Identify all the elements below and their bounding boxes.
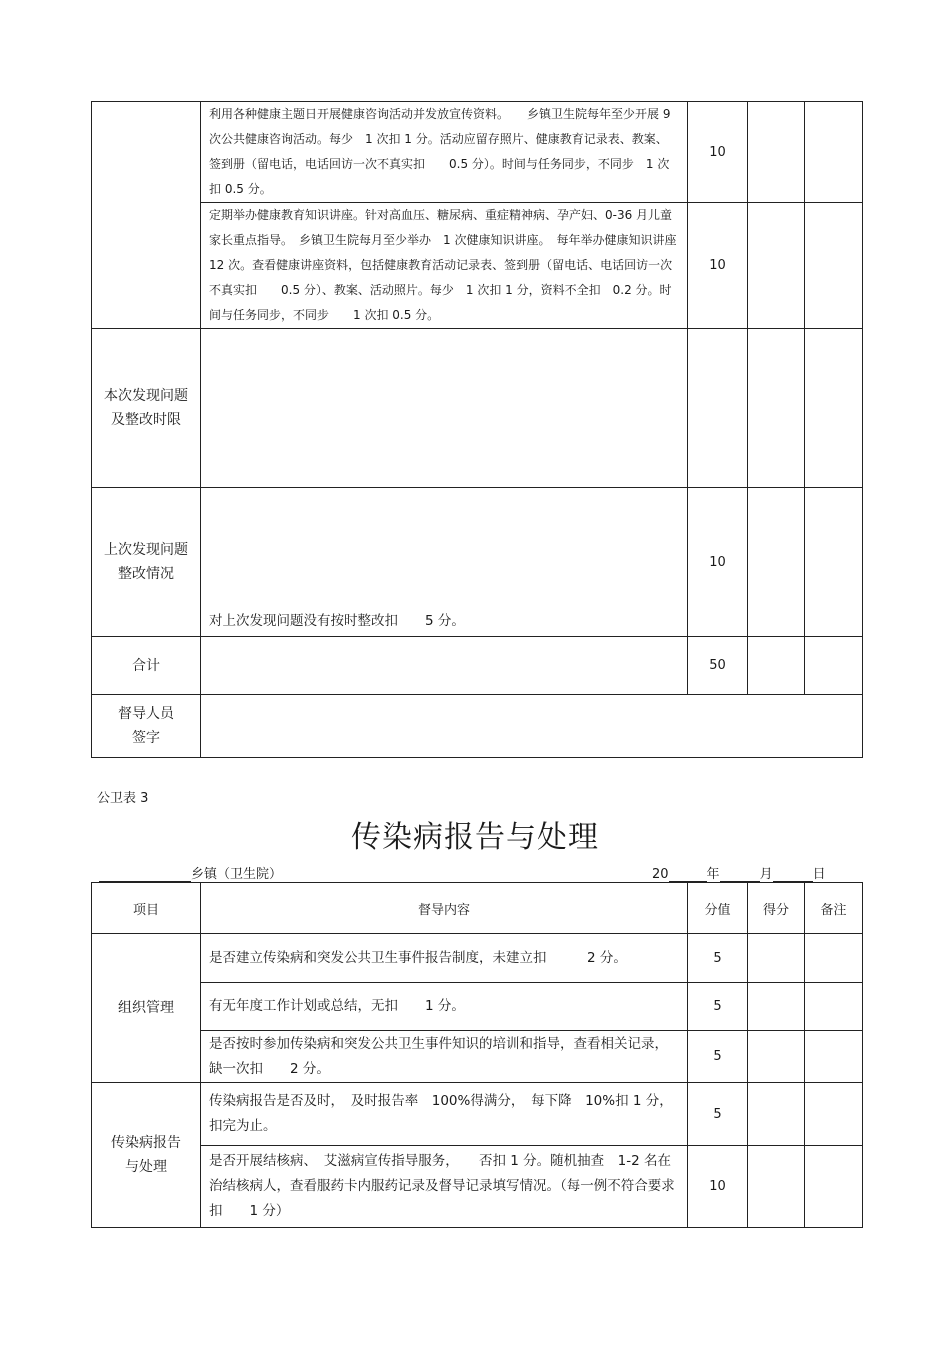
points-cell[interactable] — [748, 203, 805, 329]
project-cell-continued — [92, 102, 201, 329]
score-cell: 10 — [688, 102, 748, 203]
signature-field[interactable] — [201, 695, 863, 758]
signature-label: 督导人员签字 — [92, 695, 201, 758]
infectious-disease-table — [91, 882, 863, 1228]
content-cell: 是否按时参加传染病和突发公共卫生事件知识的培训和指导，查看相关记录，缺一次扣 2 分。 — [201, 1031, 688, 1083]
town-suffix: 乡镇（卫生院） — [191, 867, 283, 882]
remark-cell[interactable] — [805, 1083, 863, 1146]
points-cell[interactable] — [748, 1146, 805, 1228]
remark-cell[interactable] — [805, 983, 863, 1031]
col-header-score: 分值 — [688, 883, 748, 934]
score-cell: 5 — [688, 1083, 748, 1146]
content-cell: 利用各种健康主题日开展健康咨询活动并发放宣传资料。 乡镇卫生院每年至少开展 9 次公共健康咨询活动。每少 1 次扣 1 分。活动应留存照片、健康教育记录表、教案、签到册（留电话，电话回访一次不真实扣 0.5 分）。时间与任务同步，不同步 1 次扣 0.5 分。 — [201, 102, 688, 203]
score-cell: 10 — [688, 1146, 748, 1228]
date-field — [652, 863, 826, 882]
remark-cell[interactable] — [805, 203, 863, 329]
remark-cell[interactable] — [805, 1146, 863, 1228]
supervision-table-continued — [91, 101, 863, 758]
remark-cell[interactable] — [805, 329, 863, 488]
points-cell[interactable] — [748, 102, 805, 203]
remark-cell[interactable] — [805, 102, 863, 203]
month-label: 月 — [759, 867, 773, 882]
points-cell[interactable] — [748, 983, 805, 1031]
town-field — [99, 863, 282, 882]
prev-issues-label: 上次发现问题整改情况 — [92, 488, 201, 637]
remark-cell[interactable] — [805, 488, 863, 637]
year-prefix: 20 — [652, 867, 669, 882]
total-score: 50 — [688, 637, 748, 695]
score-cell: 5 — [688, 1031, 748, 1083]
total-label: 合计 — [92, 637, 201, 695]
points-cell[interactable] — [748, 1031, 805, 1083]
score-cell: 5 — [688, 983, 748, 1031]
month-blank[interactable] — [720, 867, 760, 882]
content-cell: 有无年度工作计划或总结，无扣 1 分。 — [201, 983, 688, 1031]
section-label-org: 组织管理 — [92, 934, 201, 1083]
score-cell — [688, 329, 748, 488]
points-cell[interactable] — [748, 329, 805, 488]
content-cell: 是否建立传染病和突发公共卫生事件报告制度，未建立扣 2 分。 — [201, 934, 688, 983]
section-label-report: 传染病报告与处理 — [92, 1083, 201, 1228]
content-cell: 定期举办健康教育知识讲座。针对高血压、糖尿病、重症精神病、孕产妇、0-36 月儿童家长重点指导。 乡镇卫生院每月至少举办 1 次健康知识讲座。 每年举办健康知识讲座 12 次。查看健康讲座资料，包括健康教育活动记录表、签到册（留电话、电话回访一次不真实扣 0.5 分）、教案、活动照片。每少 1 次扣 1 分，资料不全扣 0.2 分。时间与任务同步，不同步 1 次扣 0.5 分。 — [201, 203, 688, 329]
found-issues-content[interactable] — [201, 329, 688, 488]
score-cell: 10 — [688, 203, 748, 329]
points-cell[interactable] — [748, 1083, 805, 1146]
remark-cell[interactable] — [805, 1031, 863, 1083]
content-cell: 是否开展结核病、 艾滋病宣传指导服务， 否扣 1 分。随机抽查 1-2 名在治结核病人，查看服药卡内服药记录及督导记录填写情况。（每一例不符合要求扣 1 分） — [201, 1146, 688, 1228]
remark-cell[interactable] — [805, 637, 863, 695]
col-header-remark: 备注 — [805, 883, 863, 934]
year-label: 年 — [706, 867, 720, 882]
page-title: 传染病报告与处理 — [351, 820, 599, 855]
found-issues-label: 本次发现问题及整改时限 — [92, 329, 201, 488]
points-cell[interactable] — [748, 488, 805, 637]
points-cell[interactable] — [748, 637, 805, 695]
score-cell: 10 — [688, 488, 748, 637]
score-cell: 5 — [688, 934, 748, 983]
day-blank[interactable] — [773, 867, 813, 882]
total-content — [201, 637, 688, 695]
remark-cell[interactable] — [805, 934, 863, 983]
day-label: 日 — [812, 867, 826, 882]
town-blank[interactable] — [99, 867, 191, 882]
col-header-points: 得分 — [748, 883, 805, 934]
content-cell: 传染病报告是否及时， 及时报告率 100%得满分， 每下降 10%扣 1 分，扣完为止。 — [201, 1083, 688, 1146]
col-header-project: 项目 — [92, 883, 201, 934]
form-number: 公卫表 3 — [97, 791, 149, 806]
prev-issues-content: 对上次发现问题没有按时整改扣 5 分。 — [201, 488, 688, 637]
col-header-content: 督导内容 — [201, 883, 688, 934]
year-blank[interactable] — [669, 867, 707, 882]
points-cell[interactable] — [748, 934, 805, 983]
